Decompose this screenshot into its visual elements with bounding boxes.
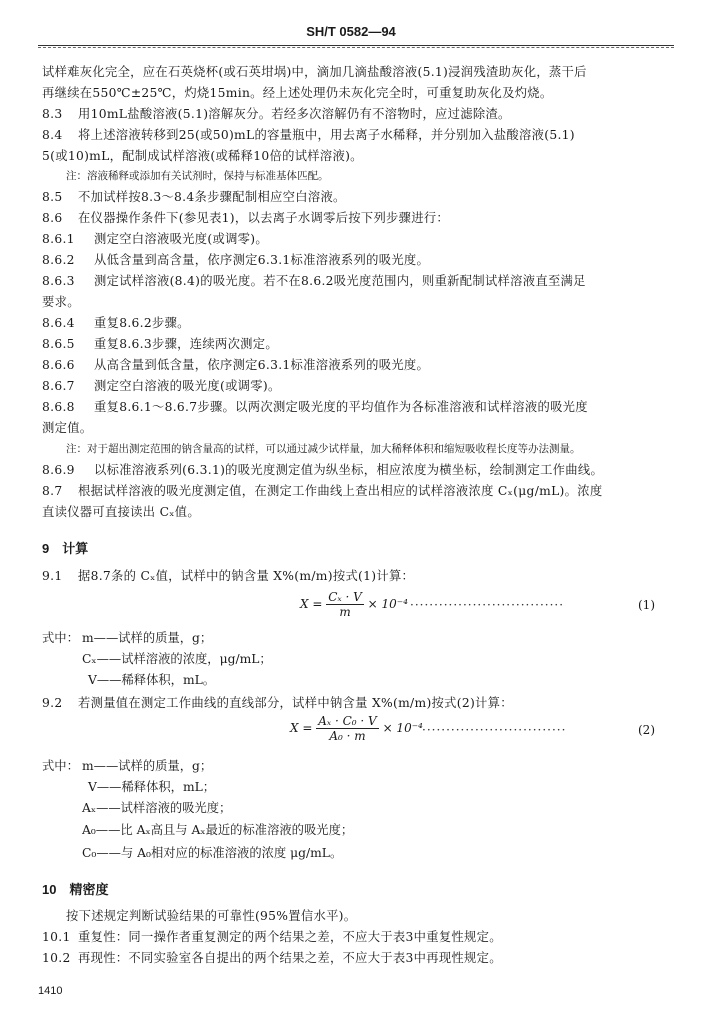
clause-number: 10.1 (42, 930, 71, 944)
where-label: 式中： (42, 759, 79, 773)
clause-text: 用10mL盐酸溶液(5.1)溶解灰分。若经多次溶解仍有不溶物时，应过滤除渣。 (78, 107, 511, 121)
leader-dots: ································ (410, 598, 565, 612)
leader-dots: ······························ (422, 723, 567, 737)
clause-text: 再现性：不同实验室各自提出的两个结果之差，不应大于表3中再现性规定。 (78, 951, 502, 965)
clause-8-7 (42, 481, 662, 502)
formula-lhs: X = (290, 721, 313, 735)
clause-8-4 (42, 125, 662, 146)
clause-text: 测定空白溶液吸光度(或调零)。 (94, 232, 268, 246)
clause-8-6-6 (42, 355, 662, 376)
clause-text: 从低含量到高含量，依序测定6.3.1标准溶液系列的吸光度。 (94, 253, 430, 267)
formula-tail: × 10⁻⁴ (367, 597, 408, 611)
equation-number: (1) (638, 598, 655, 612)
text-line: 直读仪器可直接读出 Cₓ值。 (42, 505, 200, 519)
clause-text: 据8.7条的 Cₓ值，试样中的钠含量 X%(m/m)按式(1)计算： (78, 569, 415, 583)
clause-10-1 (42, 927, 662, 948)
where-item: m——试样的质量，g； (82, 759, 213, 773)
clause-number: 8.6.2 (42, 253, 75, 267)
clause-8-6-7 (42, 376, 662, 397)
text-line: 要求。 (42, 295, 80, 309)
clause-number: 9.2 (42, 696, 63, 710)
where-item: V——稀释体积，mL； (88, 780, 216, 794)
clause-text: 将上述溶液转移到25(或50)mL的容量瓶中，用去离子水稀释，并分别加入盐酸溶液(5.1) (78, 128, 575, 142)
clause-8-3 (42, 104, 662, 125)
formula-2 (290, 714, 423, 743)
clause-8-6-4 (42, 313, 662, 334)
header-rule (38, 45, 674, 46)
clause-number: 8.4 (42, 128, 63, 142)
clause-8-6-1 (42, 229, 662, 250)
clause-8-6-8 (42, 397, 662, 418)
clause-number: 10.2 (42, 951, 71, 965)
section-heading-10: 10 精密度 (42, 882, 109, 897)
text-line: 5(或10)mL，配制成试样溶液(或稀释10倍的试样溶液)。 (42, 149, 363, 163)
header-rule-dashed (38, 47, 674, 48)
formula-numerator: Aₓ · C₀ · V (318, 714, 377, 728)
clause-text: 重复8.6.3步骤，连续两次测定。 (94, 337, 278, 351)
text-line: 按下述规定判断试验结果的可靠性(95%置信水平)。 (66, 909, 357, 923)
clause-text: 若测量值在测定工作曲线的直线部分，试样中钠含量 X%(m/m)按式(2)计算： (78, 696, 513, 710)
clause-text: 在仪器操作条件下(参见表1)，以去离子水调零后按下列步骤进行： (78, 211, 450, 225)
where-item: C₀——与 A₀相对应的标准溶液的浓度 μg/mL。 (82, 846, 343, 860)
where-label: 式中： (42, 631, 79, 645)
where-item: m——试样的质量，g； (82, 631, 213, 645)
clause-text: 从高含量到低含量，依序测定6.3.1标准溶液系列的吸光度。 (94, 358, 430, 372)
clause-8-6 (42, 208, 662, 229)
clause-text: 重复性：同一操作者重复测定的两个结果之差，不应大于表3中重复性规定。 (78, 930, 502, 944)
clause-number: 8.6.4 (42, 316, 75, 330)
where-item: V——稀释体积，mL。 (88, 673, 216, 687)
clause-9-1 (42, 566, 662, 587)
clause-number: 8.6.6 (42, 358, 75, 372)
clause-number: 8.6.3 (42, 274, 75, 288)
formula-tail: × 10⁻⁴ (382, 721, 423, 735)
clause-number: 8.6.1 (42, 232, 75, 246)
clause-number: 8.7 (42, 484, 63, 498)
clause-9-2 (42, 693, 662, 714)
formula-denominator: A₀ · m (329, 729, 366, 743)
note: 注：溶液稀释或添加有关试剂时，保持与标准基体匹配。 (66, 170, 329, 182)
where-item: Aₓ——试样溶液的吸光度； (82, 801, 232, 815)
clause-8-6-5 (42, 334, 662, 355)
text-line: 试样难灰化完全，应在石英烧杯(或石英坩埚)中，滴加几滴盐酸溶液(5.1)浸润残渣助灰化，蒸干后 (42, 65, 587, 79)
formula-1 (300, 590, 408, 619)
formula-lhs: X = (300, 597, 323, 611)
clause-text: 根据试样溶液的吸光度测定值，在测定工作曲线上查出相应的试样溶液浓度 Cₓ(μg/mL)。浓度 (78, 484, 603, 498)
clause-number: 8.5 (42, 190, 63, 204)
clause-text: 测定试样溶液(8.4)的吸光度。若不在8.6.2吸光度范围内，则重新配制试样溶液直至满足 (94, 274, 586, 288)
clause-8-5 (42, 187, 662, 208)
equation-number: (2) (638, 723, 655, 737)
clause-text: 重复8.6.1～8.6.7步骤。以两次测定吸光度的平均值作为各标准溶液和试样溶液的吸光度 (94, 400, 588, 414)
clause-number: 8.6.9 (42, 463, 75, 477)
page-number: 1410 (38, 985, 63, 997)
clause-8-6-3 (42, 271, 662, 292)
text-line: 测定值。 (42, 421, 93, 435)
clause-8-6-9 (42, 460, 662, 481)
clause-text: 测定空白溶液的吸光度(或调零)。 (94, 379, 281, 393)
formula-numerator: Cₓ · V (328, 590, 362, 604)
clause-number: 8.6.7 (42, 379, 75, 393)
clause-text: 重复8.6.2步骤。 (94, 316, 190, 330)
formula-fraction (316, 714, 378, 743)
clause-text: 不加试样按8.3～8.4条步骤配制相应空白溶液。 (78, 190, 346, 204)
section-heading-9: 9 计算 (42, 541, 89, 556)
clause-number: 8.3 (42, 107, 63, 121)
note: 注：对于超出测定范围的钠含量高的试样，可以通过减少试样量，加大稀释体积和缩短吸收程长度等办法测量。 (66, 443, 581, 455)
clause-text: 以标准溶液系列(6.3.1)的吸光度测定值为纵坐标，相应浓度为横坐标，绘制测定工作曲线。 (94, 463, 604, 477)
formula-denominator: m (339, 605, 351, 619)
text-line: 再继续在550℃±25℃，灼烧15min。经上述处理仍未灰化完全时，可重复助灰化及灼烧。 (42, 86, 553, 100)
where-item: A₀——比 Aₓ高且与 Aₓ最近的标准溶液的吸光度； (82, 823, 354, 837)
clause-10-2 (42, 948, 662, 969)
clause-number: 8.6.5 (42, 337, 75, 351)
formula-fraction (326, 590, 364, 619)
clause-8-6-2 (42, 250, 662, 271)
where-item: Cₓ——试样溶液的浓度，μg/mL； (82, 652, 272, 666)
clause-number: 8.6 (42, 211, 63, 225)
page-header: SH/T 0582—94 (306, 24, 396, 39)
clause-number: 9.1 (42, 569, 63, 583)
clause-number: 8.6.8 (42, 400, 75, 414)
